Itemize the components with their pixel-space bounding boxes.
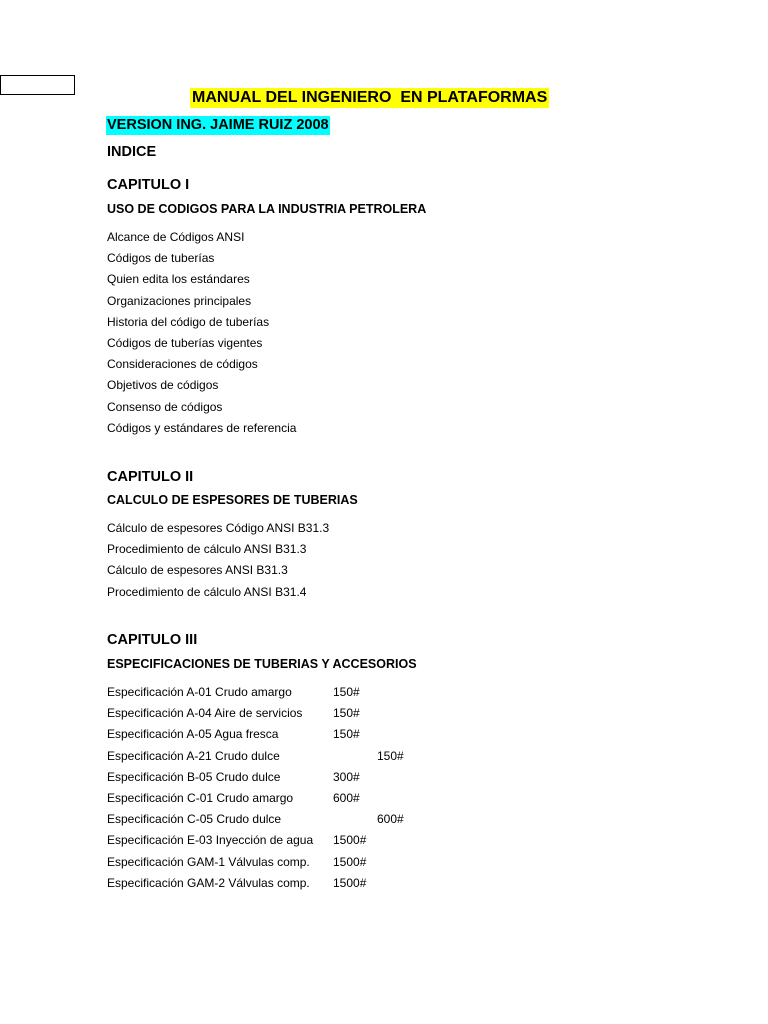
spec-rating: 600# [377, 812, 404, 827]
list-item: Organizaciones principales [107, 293, 252, 308]
spec-label: Especificación A-04 Aire de servicios [107, 706, 303, 721]
list-item: Consideraciones de códigos [107, 357, 258, 372]
spec-label: Especificación A-05 Agua fresca [107, 727, 279, 742]
spec-rating: 150# [333, 706, 360, 721]
chapter-2-heading: CAPITULO II [107, 469, 194, 485]
spec-rating: 1500# [333, 875, 367, 890]
chapter-3-heading: CAPITULO III [107, 632, 198, 648]
chapter-1-heading: CAPITULO I [107, 177, 190, 193]
spec-row [107, 873, 367, 894]
chapter-2-list [107, 518, 329, 603]
chapter-1-list [107, 227, 296, 439]
spec-row [107, 724, 360, 745]
spec-rating: 150# [333, 685, 360, 699]
list-item: Historia del código de tuberías [107, 314, 270, 329]
chapter-3-list [107, 682, 404, 894]
spec-rating: 1500# [333, 854, 367, 869]
spec-label: Especificación GAM-2 Válvulas comp. [107, 875, 310, 890]
list-item: Procedimiento de cálculo ANSI B31.3 [107, 542, 307, 557]
list-item: Códigos de tuberías [107, 251, 215, 266]
list-item: Cálculo de espesores ANSI B31.3 [107, 563, 288, 578]
spec-row [107, 809, 404, 830]
spec-rating: 300# [333, 769, 360, 784]
version-label: VERSION ING. JAIME RUIZ 2008 [107, 117, 329, 133]
spec-row [107, 852, 367, 873]
spec-row [107, 830, 367, 851]
spec-label: Especificación C-01 Crudo amargo [107, 790, 294, 805]
index-heading: INDICE [107, 144, 157, 160]
spec-rating: 150# [377, 748, 404, 763]
selected-cell-box[interactable] [0, 75, 75, 95]
spec-row [107, 788, 360, 809]
spec-rating: 150# [333, 727, 360, 742]
chapter-1-subtitle: USO DE CODIGOS PARA LA INDUSTRIA PETROLERA [107, 202, 427, 216]
list-item: Códigos de tuberías vigentes [107, 335, 263, 350]
spec-label: Especificación B-05 Crudo dulce [107, 769, 281, 784]
spec-rating: 1500# [333, 833, 367, 848]
list-item: Objetivos de códigos [107, 378, 219, 393]
spec-label: Especificación E-03 Inyección de agua [107, 833, 314, 848]
spec-label: Especificación A-21 Crudo dulce [107, 748, 280, 763]
spec-rating: 600# [333, 790, 360, 805]
list-item: Alcance de Códigos ANSI [107, 230, 245, 244]
spec-row [107, 703, 360, 724]
chapter-3-subtitle: ESPECIFICACIONES DE TUBERIAS Y ACCESORIOS [107, 657, 417, 671]
document-title: MANUAL DEL INGENIERO EN PLATAFORMAS [192, 89, 548, 106]
spec-row [107, 746, 404, 767]
spec-row [107, 767, 360, 788]
list-item: Códigos y estándares de referencia [107, 420, 297, 435]
chapter-2-subtitle: CALCULO DE ESPESORES DE TUBERIAS [107, 493, 358, 507]
list-item: Quien edita los estándares [107, 272, 250, 287]
spec-label: Especificación A-01 Crudo amargo [107, 685, 292, 699]
spec-row [107, 682, 360, 703]
list-item: Cálculo de espesores Código ANSI B31.3 [107, 521, 330, 535]
list-item: Procedimiento de cálculo ANSI B31.4 [107, 584, 307, 599]
spec-label: Especificación C-05 Crudo dulce [107, 812, 282, 827]
list-item: Consenso de códigos [107, 399, 223, 414]
spec-label: Especificación GAM-1 Válvulas comp. [107, 854, 310, 869]
